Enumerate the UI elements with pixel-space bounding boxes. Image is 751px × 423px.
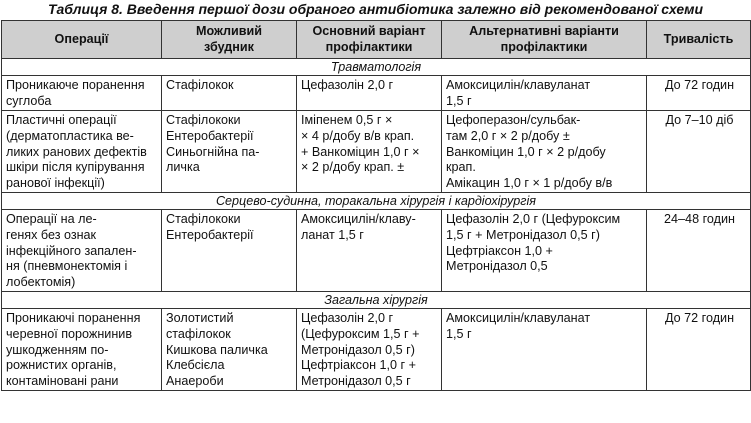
alternative-cell: Цефазолін 2,0 г (Цефуроксим 1,5 г + Метронідазол 0,5 г) Цефтріаксон 1,0 + Метронідазол 0,5 bbox=[442, 210, 647, 292]
operation-cell: Проникаючі поранення черевної порожнинив ушкодженням по- рожнистих органів, контаміновані рани bbox=[2, 309, 162, 391]
section-row-traumatology bbox=[2, 59, 751, 76]
header-alternative-options: Альтернативні варіанти профілактики bbox=[442, 21, 647, 59]
table-row bbox=[2, 210, 751, 292]
main-option-cell: Амоксицилін/клаву- ланат 1,5 г bbox=[297, 210, 442, 292]
pathogen-cell: Стафілококи Ентеробактерії bbox=[162, 210, 297, 292]
operation-cell: Проникаюче поранення суглоба bbox=[2, 76, 162, 111]
alternative-cell: Амоксицилін/клавуланат 1,5 г bbox=[442, 309, 647, 391]
antibiotic-table bbox=[1, 20, 751, 391]
duration-cell: До 7–10 діб bbox=[647, 111, 751, 193]
header-pathogen: Можливий збудник bbox=[162, 21, 297, 59]
main-option-cell: Цефазолін 2,0 г (Цефуроксим 1,5 г + Метронідазол 0,5 г) Цефтріаксон 1,0 г + Метронідазол 0,5 г bbox=[297, 309, 442, 391]
main-option-cell: Цефазолін 2,0 г bbox=[297, 76, 442, 111]
section-title: Загальна хірургія bbox=[2, 292, 751, 309]
section-row-cardiothoracic bbox=[2, 193, 751, 210]
alternative-cell: Амоксицилін/клавуланат 1,5 г bbox=[442, 76, 647, 111]
section-title: Серцево-судинна, торакальна хірургія і кардіохірургія bbox=[2, 193, 751, 210]
duration-cell: 24–48 годин bbox=[647, 210, 751, 292]
pathogen-cell: Стафілококи Ентеробактерії Синьогнійна па- личка bbox=[162, 111, 297, 193]
header-duration: Тривалість bbox=[647, 21, 751, 59]
alternative-cell: Цефоперазон/сульбак- там 2,0 г × 2 р/добу ± Ванкоміцин 1,0 г × 2 р/добу крап. Амікацин 1,0 г × 1 р/добу в/в bbox=[442, 111, 647, 193]
section-title: Травматологія bbox=[2, 59, 751, 76]
header-main-option: Основний варіант профілактики bbox=[297, 21, 442, 59]
pathogen-cell: Стафілокок bbox=[162, 76, 297, 111]
duration-cell: До 72 годин bbox=[647, 76, 751, 111]
table-row bbox=[2, 111, 751, 193]
table-caption: Таблиця 8. Введення першої дози обраного антибіотика залежно від рекомендованої схеми bbox=[47, 1, 704, 17]
operation-cell: Операції на ле- генях без ознак інфекційного запален- ня (пневмонектомія і лобектомія) bbox=[2, 210, 162, 292]
pathogen-cell: Золотистий стафілокок Кишкова паличка Клебсієла Анаероби bbox=[162, 309, 297, 391]
section-row-general-surgery bbox=[2, 292, 751, 309]
table-row bbox=[2, 309, 751, 391]
operation-cell: Пластичні операції (дерматопластика ве- ликих ранових дефектів шкіри після купірування ранової інфекції) bbox=[2, 111, 162, 193]
duration-cell: До 72 годин bbox=[647, 309, 751, 391]
header-row bbox=[2, 21, 751, 59]
header-operations: Операції bbox=[2, 21, 162, 59]
table-row bbox=[2, 76, 751, 111]
main-option-cell: Іміпенем 0,5 г × × 4 р/добу в/в крап. + Ванкоміцин 1,0 г × × 2 р/добу крап. ± bbox=[297, 111, 442, 193]
